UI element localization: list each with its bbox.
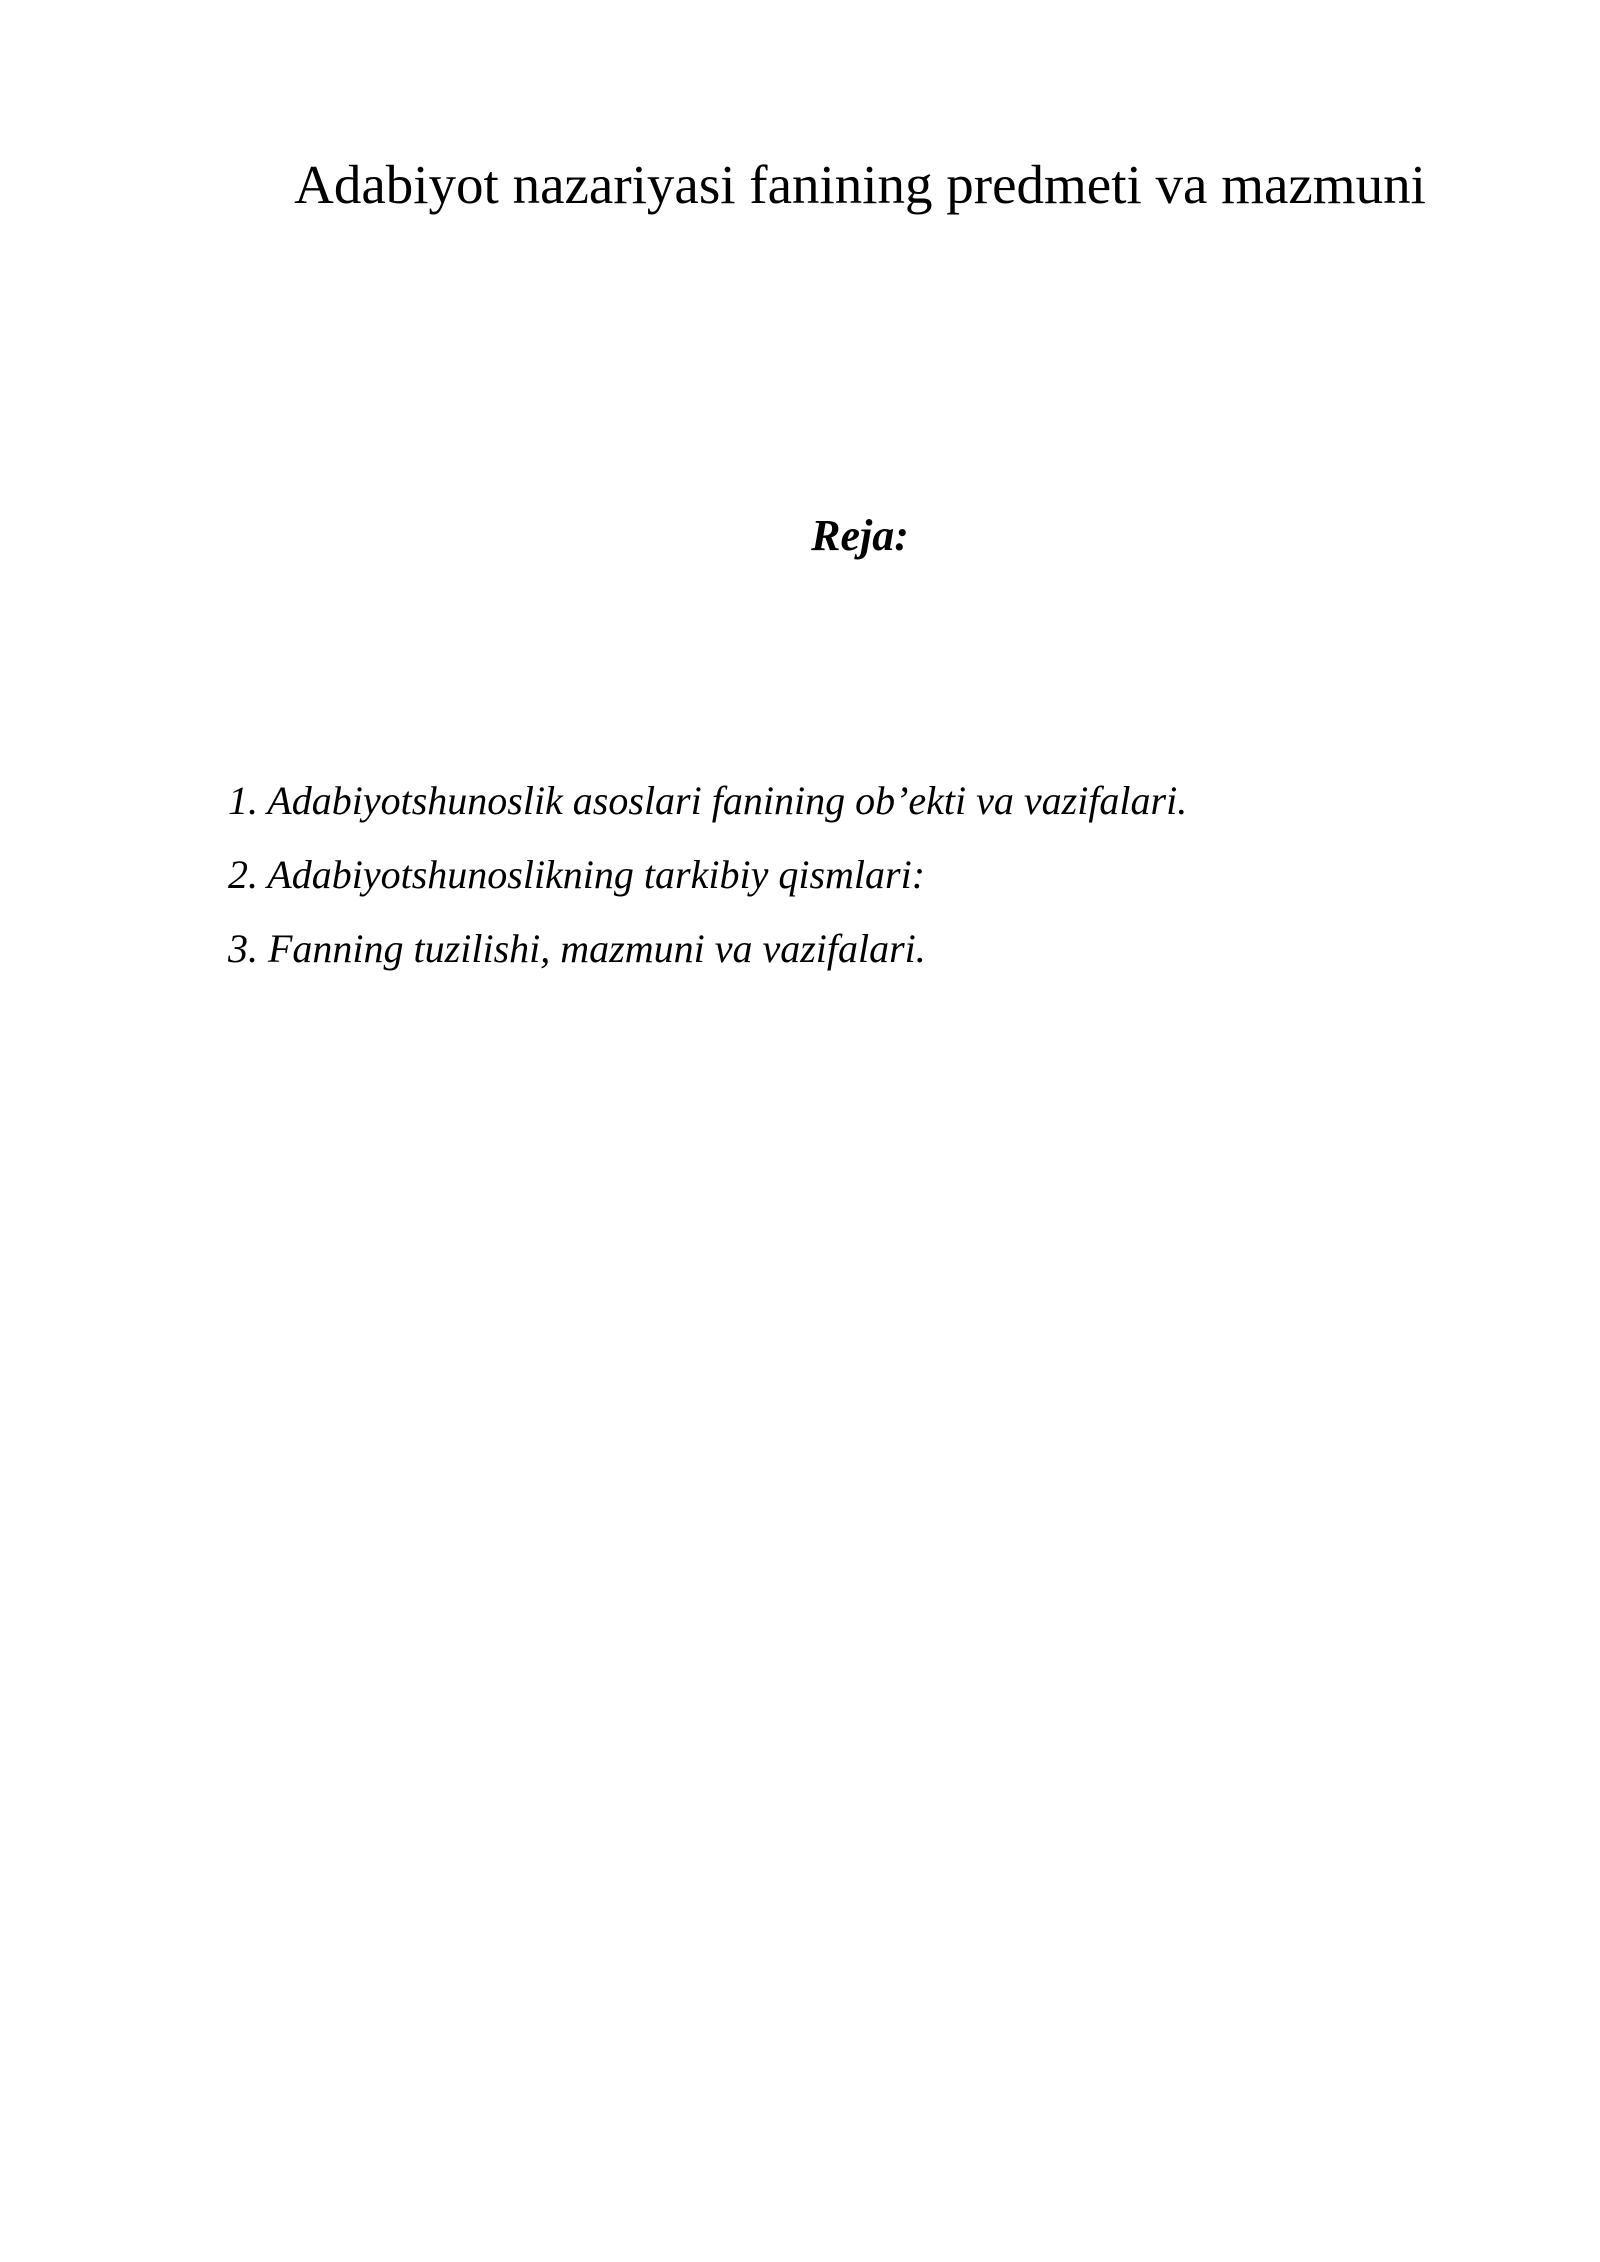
plan-item: 1. Adabiyotshunoslik asoslari fanining ob’ekti va vazifalari. bbox=[228, 778, 1188, 823]
document-title: Adabiyot nazariyasi fanining predmeti va mazmuni bbox=[294, 154, 1426, 215]
plan-item: 2. Adabiyotshunoslikning tarkibiy qismlari: bbox=[228, 852, 926, 897]
plan-list bbox=[228, 776, 1187, 998]
plan-heading: Reja: bbox=[811, 511, 909, 560]
plan-item: 3. Fanning tuzilishi, mazmuni va vazifalari. bbox=[228, 926, 926, 971]
